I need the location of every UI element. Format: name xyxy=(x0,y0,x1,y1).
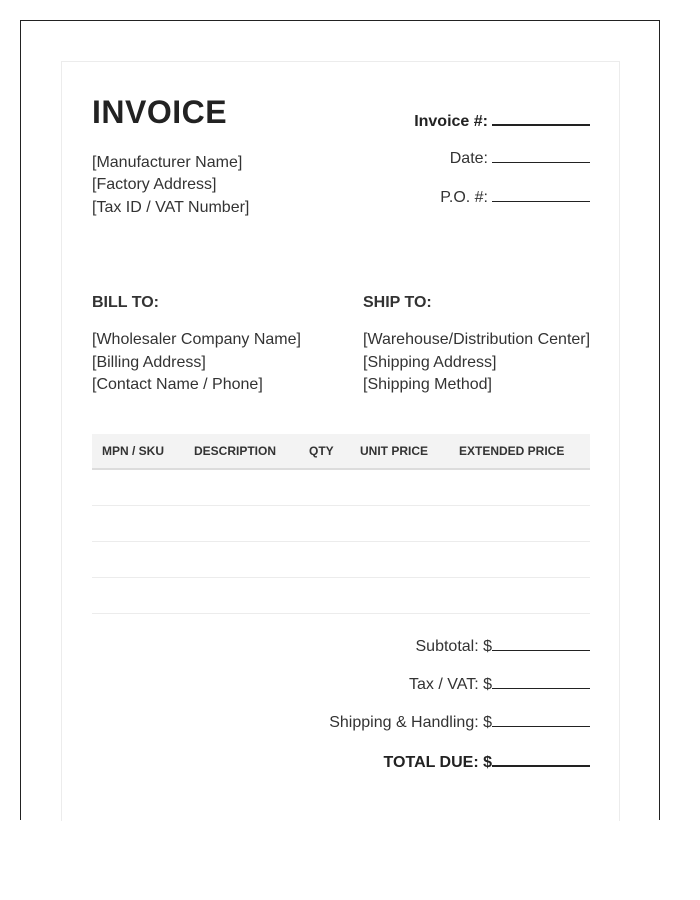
ship-to-heading: SHIP TO: xyxy=(363,294,432,311)
line-items-table xyxy=(92,434,590,614)
bill-to-contact: [Contact Name / Phone] xyxy=(92,376,263,393)
invoice-number-blank[interactable] xyxy=(492,110,590,126)
column-header-unit-price: UNIT PRICE xyxy=(360,444,429,458)
bill-to-company: [Wholesaler Company Name] xyxy=(92,331,301,348)
ship-to-location: [Warehouse/Distribution Center] xyxy=(363,331,591,348)
tax-blank[interactable] xyxy=(492,674,590,689)
column-header-description: DESCRIPTION xyxy=(194,444,277,458)
po-number-field[interactable] xyxy=(440,187,590,207)
table-header xyxy=(92,434,590,470)
column-header-qty: QTY xyxy=(309,444,334,458)
po-number-label: P.O. #: xyxy=(440,189,488,206)
shipping-field[interactable] xyxy=(329,712,590,732)
bill-to-heading: BILL TO: xyxy=(92,294,159,311)
table-row[interactable] xyxy=(92,506,590,542)
column-header-extended-price: EXTENDED PRICE xyxy=(459,444,565,458)
invoice-number-field[interactable] xyxy=(414,110,590,131)
subtotal-label: Subtotal: $ xyxy=(415,638,492,655)
ship-to-method: [Shipping Method] xyxy=(363,376,492,393)
shipping-blank[interactable] xyxy=(492,712,590,727)
subtotal-field[interactable] xyxy=(416,636,591,656)
ship-to-address: [Shipping Address] xyxy=(363,354,497,371)
subtotal-blank[interactable] xyxy=(492,636,590,651)
column-header-sku: MPN / SKU xyxy=(102,444,165,458)
total-due-field[interactable] xyxy=(384,751,590,772)
total-due-label: TOTAL DUE: $ xyxy=(383,754,492,771)
date-field[interactable] xyxy=(450,148,590,168)
invoice-title: INVOICE xyxy=(92,94,228,130)
tax-field[interactable] xyxy=(409,674,590,694)
shipping-label: Shipping & Handling: $ xyxy=(329,714,492,731)
po-number-blank[interactable] xyxy=(492,187,590,202)
tax-label: Tax / VAT: $ xyxy=(409,676,492,693)
invoice-number-label: Invoice #: xyxy=(414,113,488,130)
date-label: Date: xyxy=(449,150,488,167)
table-row[interactable] xyxy=(92,470,590,506)
sender-name: [Manufacturer Name] xyxy=(92,154,243,171)
bill-to-address: [Billing Address] xyxy=(92,354,206,371)
table-row[interactable] xyxy=(92,578,590,614)
table-row[interactable] xyxy=(92,542,590,578)
date-blank[interactable] xyxy=(492,148,590,163)
sender-tax-id: [Tax ID / VAT Number] xyxy=(92,199,250,216)
sender-address: [Factory Address] xyxy=(92,176,217,193)
total-due-blank[interactable] xyxy=(492,751,590,767)
